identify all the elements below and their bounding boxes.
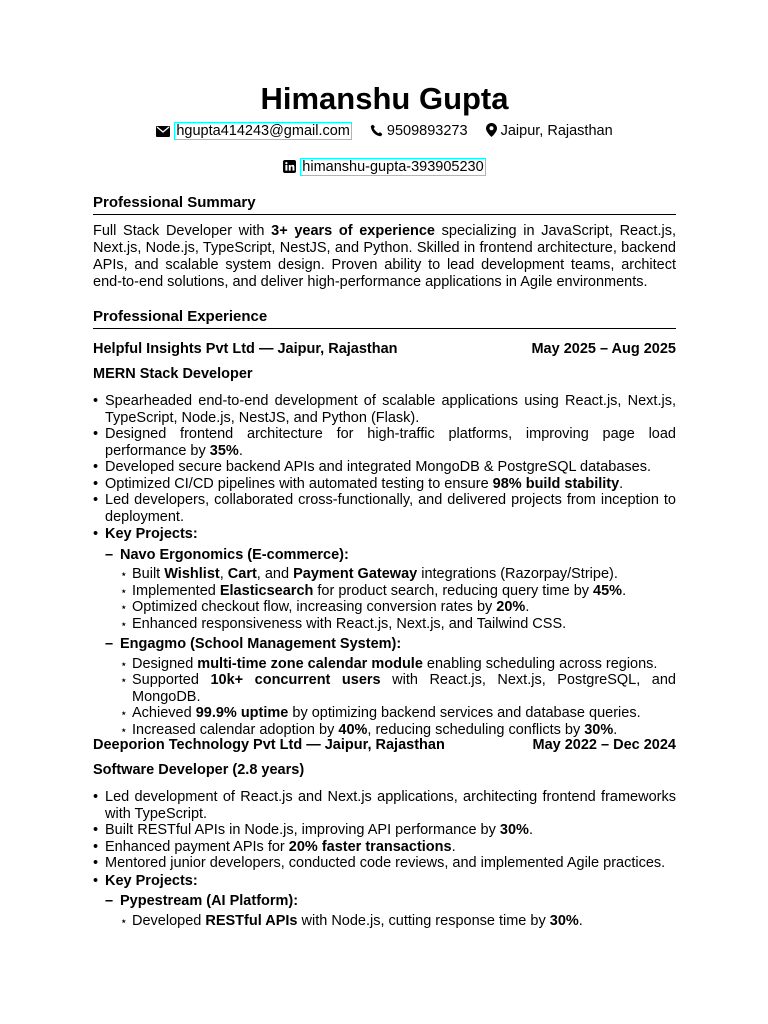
phone-contact [370,121,468,141]
list-item: • Led developers, collaborated cross-functionally, and delivered projects from inception to deployment. [93,492,676,525]
list-item: • Built RESTful APIs in Node.js, improving API performance by 30%. [93,822,676,839]
job-dates: May 2022 – Dec 2024 [532,737,676,753]
location-text: Jaipur, Rajasthan [500,123,613,140]
map-pin-icon [486,123,497,137]
list-item: ⋆ Implemented Elasticsearch for product search, reducing query time by 45%. [120,583,676,600]
job-dates: May 2025 – Aug 2025 [531,341,676,357]
list-item: • Mentored junior developers, conducted code reviews, and implemented Agile practices. [93,855,676,872]
project-name: – Engagmo (School Management System): [120,636,402,652]
project-item [105,547,676,633]
phone-number: 9509893273 [386,123,468,140]
list-item: ⋆ Developed RESTful APIs with Node.js, cutting response time by 30%. [120,913,676,930]
job-header [93,736,676,754]
list-item: • Developed secure backend APIs and integrated MongoDB & PostgreSQL databases. [93,459,676,476]
email-contact[interactable] [156,121,352,141]
list-item: • Spearheaded end-to-end development of scalable applications using React.js, Next.js, TypeScript, Node.js, NestJS, and Python (Flask). [93,393,676,426]
linkedin-icon [283,160,296,173]
experience-heading: Professional Experience [93,308,676,329]
linkedin-line [93,157,676,177]
list-item: ⋆ Enhanced responsiveness with React.js, Next.js, and Tailwind CSS. [120,616,676,633]
key-projects-item [93,873,676,930]
job-role: Software Developer (2.8 years) [93,762,305,778]
summary-paragraph: Full Stack Developer with 3+ years of experience specializing in JavaScript, React.js, Next.js, Node.js, TypeScript, NestJS, and Python. Skilled in frontend architecture, backend APIs, and scalable system design. Proven ability to lead development teams, architect end-to-end solutions, and deliver high-performance applications in Agile environments. [93,223,676,290]
list-item: ⋆ Increased calendar adoption by 40%, reducing scheduling conflicts by 30%. [120,722,676,739]
list-item: ⋆ Achieved 99.9% uptime by optimizing backend services and database queries. [120,705,676,722]
key-projects-item [93,526,676,738]
key-projects-label: Key Projects: [105,872,198,889]
list-item: • Designed frontend architecture for high-traffic platforms, improving page load performance by 35%. [93,426,676,459]
email-link[interactable]: hgupta414243@gmail.com [176,123,350,140]
linkedin-contact[interactable] [283,157,485,177]
list-item: ⋆ Built Wishlist, Cart, and Payment Gateway integrations (Razorpay/Stripe). [120,566,676,583]
job-company: Deeporion Technology Pvt Ltd — Jaipur, Rajasthan [93,737,445,753]
project-name: – Navo Ergonomics (E-commerce): [120,546,349,563]
list-item: ⋆ Optimized checkout flow, increasing conversion rates by 20%. [120,599,676,616]
key-projects-label: Key Projects: [105,526,198,542]
list-item: • Optimized CI/CD pipelines with automated testing to ensure 98% build stability. [93,476,676,493]
list-item: ⋆ Supported 10k+ concurrent users with React.js, Next.js, PostgreSQL, and MongoDB. [120,672,676,705]
job-role: MERN Stack Developer [93,366,253,382]
phone-icon [370,124,383,137]
project-name: – Pypestream (AI Platform): [120,893,299,909]
list-item: • Led development of React.js and Next.js applications, architecting frontend frameworks with TypeScript. [93,789,676,822]
candidate-name: Himanshu Gupta [260,81,509,116]
envelope-icon [156,126,170,137]
location-contact [486,121,613,141]
project-item [105,893,676,929]
contact-line [93,121,676,141]
job-company: Helpful Insights Pvt Ltd — Jaipur, Rajasthan [93,341,398,357]
project-item [105,636,676,738]
list-item: • Enhanced payment APIs for 20% faster transactions. [93,839,676,856]
summary-heading: Professional Summary [93,194,676,215]
linkedin-link[interactable]: himanshu-gupta-393905230 [302,159,484,176]
list-item: ⋆ Designed multi-time zone calendar module enabling scheduling across regions. [120,656,676,673]
job-bullet-list [93,789,676,929]
job-header [93,340,676,358]
job-bullet-list [93,393,676,738]
